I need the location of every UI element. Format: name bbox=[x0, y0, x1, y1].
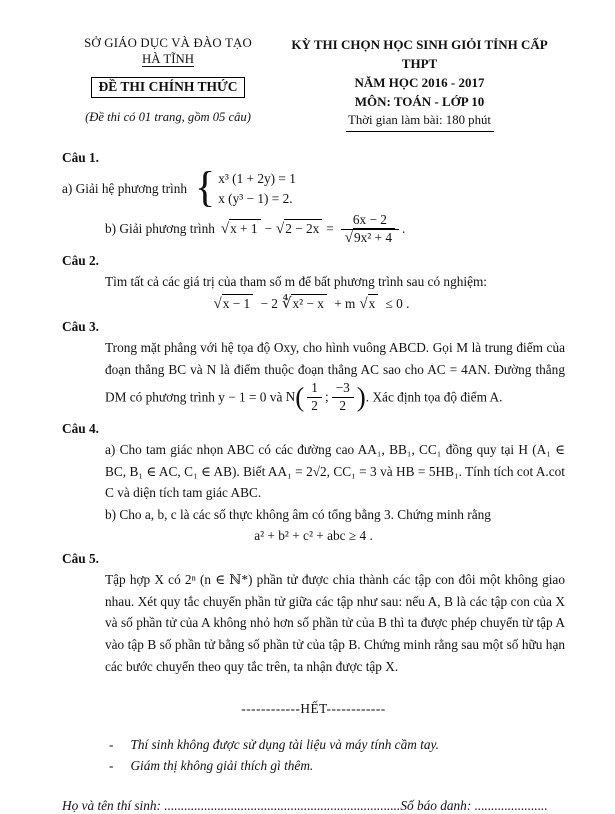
fraction: $\frac{-3}{2}$ bbox=[332, 380, 354, 414]
page-count-note: (Đề thi có 01 trang, gồm 05 câu) bbox=[85, 110, 251, 124]
sqrt-sign: √ bbox=[344, 229, 353, 246]
subject-grade: MÔN: TOÁN - LỚP 10 bbox=[354, 93, 485, 109]
system-equation-2: x (y³ − 1) = 2. bbox=[218, 191, 293, 207]
inequality-tail: ≤ 0 . bbox=[385, 296, 410, 311]
inline-math: AC = 4AN bbox=[427, 361, 487, 377]
question-3 bbox=[62, 319, 565, 414]
period: . bbox=[402, 221, 406, 237]
question-1b bbox=[105, 212, 565, 246]
dash-marker: - bbox=[109, 737, 114, 753]
sqrt-sign: √ bbox=[359, 296, 368, 312]
question-1a bbox=[62, 164, 565, 212]
question-2 bbox=[62, 253, 565, 312]
department-location: HÀ TĨNH bbox=[141, 52, 194, 66]
question-1b-text: b) Giải phương trình bbox=[105, 221, 215, 237]
right-paren: ) bbox=[356, 381, 366, 412]
question-2-label: Câu 2. bbox=[62, 253, 99, 269]
instruction-2: - Giám thị không giải thích gì thêm. bbox=[109, 756, 565, 777]
question-5 bbox=[62, 551, 565, 677]
fraction: $\frac{1}{2}$ bbox=[307, 380, 322, 414]
duration-divider bbox=[346, 131, 494, 132]
sqrt-term: √x − 1 bbox=[214, 296, 254, 311]
question-5-label: Câu 5. bbox=[62, 551, 99, 567]
point-n-coordinates bbox=[286, 380, 366, 414]
inline-math: y − 1 = 0 bbox=[218, 389, 267, 405]
question-5-text: Tập hợp X có 2ⁿ (n ∈ ℕ*) phần tử được chia thành các tập con đôi một không giao nhau. Xét quy tắc chuyển phần tử giữa các tập như sau: nếu A, B là các tập con của X và số phần tử của A không nhỏ hơn số phần tử của B thì ta được phép chuyển từ tập A vào tập B số phần tử bằng số phần tử của tập B. Chứng minh rằng sau một số hữu hạn các bước chuyển theo quy tắc trên, ta nhận được tập X. bbox=[105, 572, 565, 674]
duration-text: Thời gian làm bài: 180 phút bbox=[348, 113, 491, 128]
question-3-text: Trong mặt phẳng với hệ tọa độ Oxy, cho hình vuông ABCD. Gọi M là trung điểm của đoạn thẳng BC và N là điểm thuộc đoạn thẳng AC sao cho AC = 4AN. Đường thẳng DM có phương trình y − 1 = 0 và N ( $\frac{1}{2}$ ; $\frac{-3}{2}$ ) . Xác định tọa độ điểm A. bbox=[105, 340, 565, 413]
candidate-info-line bbox=[62, 798, 565, 814]
question-4b-equation: a² + b² + c² + abc ≥ 4 . bbox=[254, 528, 373, 544]
question-3-label: Câu 3. bbox=[62, 319, 99, 334]
instruction-1: - Thí sinh không được sử dụng tài liệu và máy tính cầm tay. bbox=[109, 735, 565, 756]
question-2-text: Tìm tất cả các giá trị của tham số m để bất phương trình sau có nghiệm: bbox=[105, 274, 488, 290]
sqrt-term: √x bbox=[359, 296, 378, 311]
question-1a-text: a) Giải hệ phương trình bbox=[62, 181, 188, 197]
question-2-equation: √x − 1 − 2 ∜x² − x + m √x ≤ 0 . bbox=[213, 296, 410, 312]
sqrt-term-2: √2 − 2x bbox=[276, 221, 322, 237]
minus-operator: − bbox=[264, 221, 273, 237]
question-4b-text: b) Cho a, b, c là các số thực không âm có tổng bằng 3. Chứng minh rằng bbox=[105, 506, 491, 522]
header-left bbox=[62, 36, 274, 132]
candidate-name-field: Họ và tên thí sinh: ....................................................................... bbox=[62, 798, 401, 814]
exam-page bbox=[62, 36, 565, 814]
sqrt-term-1: √x + 1 bbox=[221, 221, 261, 237]
brace-glyph: { bbox=[195, 164, 216, 212]
point-label: N bbox=[285, 389, 296, 405]
school-year: NĂM HỌC 2016 - 2017 bbox=[354, 74, 485, 90]
sqrt-sign: √ bbox=[220, 221, 230, 238]
fraction-denominator: √9x² + 4 bbox=[341, 229, 399, 247]
question-1 bbox=[62, 150, 565, 246]
separator: ; bbox=[324, 389, 329, 405]
fourth-root-sign: ∜ bbox=[281, 296, 292, 312]
header-right bbox=[274, 36, 565, 132]
equation-system bbox=[218, 169, 296, 209]
fraction-numerator: 6x − 2 bbox=[352, 212, 387, 228]
left-paren: ( bbox=[295, 381, 305, 412]
sqrt-sign: √ bbox=[276, 221, 285, 238]
header bbox=[62, 36, 565, 132]
official-exam-stamp: ĐỀ THI CHÍNH THỨC bbox=[91, 77, 246, 98]
dash-marker: - bbox=[109, 757, 114, 773]
fourth-root-term: ∜x² − x bbox=[282, 296, 327, 311]
question-1-label: Câu 1. bbox=[62, 150, 99, 166]
equals-sign: = bbox=[326, 221, 334, 237]
question-4 bbox=[62, 421, 565, 544]
fraction bbox=[341, 212, 399, 246]
sqrt-sign: √ bbox=[213, 296, 222, 312]
question-4a-text: a) Cho tam giác nhọn ABC có các đường cao AA₁, BB₁, CC₁ đồng quy tại H (A₁ ∈ BC, B₁ ∈ AC, C₁ ∈ AB). Biết AA₁ = 2√2, CC₁ = 3 và HB = 5HB₁. Tính tích cot A.cot C và diện tích tam giác ABC. bbox=[105, 442, 565, 501]
system-equation-1: x³ (1 + 2y) = 1 bbox=[218, 171, 296, 187]
exam-title: KỲ THI CHỌN HỌC SINH GIỎI TỈNH CẤP THPT bbox=[291, 37, 548, 71]
registration-number-field: Số báo danh: ...................... bbox=[400, 798, 548, 814]
question-4-label: Câu 4. bbox=[62, 421, 99, 437]
department-name: SỞ GIÁO DỤC VÀ ĐÀO TẠO bbox=[84, 36, 252, 50]
end-of-exam-divider: ------------HẾT------------ bbox=[241, 701, 386, 717]
